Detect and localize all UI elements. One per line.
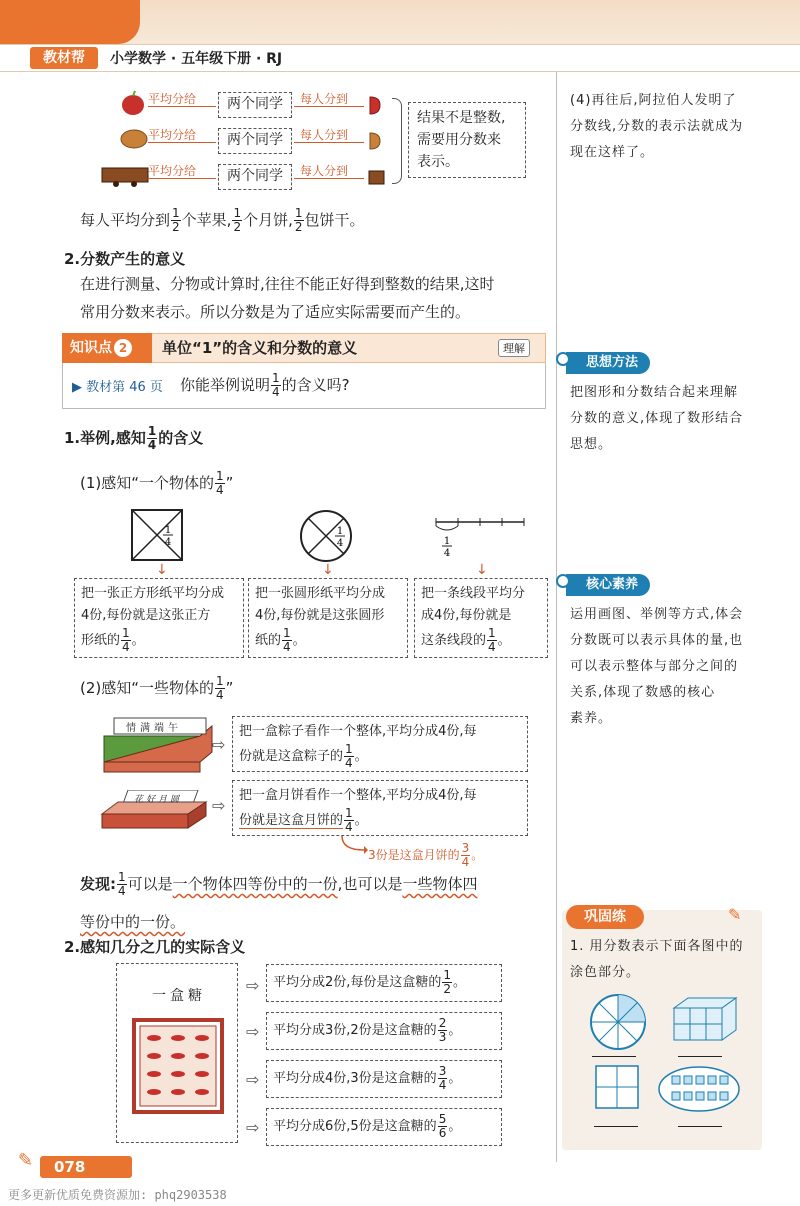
side-line: 运用画图、举例等方式,体会 <box>570 607 744 622</box>
numerator: 1 <box>294 206 303 220</box>
discovery-label: 发现: <box>80 875 116 893</box>
note-line: 形纸的 <box>81 633 121 648</box>
answer-blank[interactable] <box>592 1056 636 1057</box>
numerator: 1 <box>283 626 291 640</box>
denominator: 4 <box>147 438 157 452</box>
svg-text:4: 4 <box>164 537 172 548</box>
textbook-ref: ▶ 教材第 46 页 <box>72 380 163 395</box>
note-line: 份就是这盒粽子的 <box>239 749 344 764</box>
side-line: 涂色部分。 <box>570 965 641 980</box>
mooncake-icon <box>118 126 152 152</box>
denominator: 4 <box>345 820 353 834</box>
result-line: 需要用分数来 <box>417 132 501 148</box>
discovery-line-2 <box>80 908 185 936</box>
arrow-line <box>148 142 216 143</box>
text: 。 <box>354 813 368 828</box>
arrow-line <box>294 106 364 107</box>
text: 个苹果, <box>181 211 232 229</box>
denominator: 4 <box>488 640 496 654</box>
arrow-line <box>294 142 364 143</box>
text: 平均分成4份,3份是这盒糖的 <box>273 1071 437 1086</box>
oval-grouped-figure <box>656 1064 742 1114</box>
circle-quarter-figure <box>298 508 354 564</box>
sub-heading-one <box>80 470 233 497</box>
text: 你能举例说明 <box>180 376 271 394</box>
text: (2)感知“一些物体的 <box>80 679 215 697</box>
side-line: 思想。 <box>570 437 613 452</box>
side-line: 分数既可以表示具体的量,也 <box>570 633 744 648</box>
text: 。 <box>354 749 368 764</box>
side-line: 把图形和分数结合起来理解 <box>570 385 739 400</box>
right-arrow-icon: ⇨ <box>246 1070 260 1089</box>
part2-heading: 2.感知几分之几的实际含义 <box>64 938 246 956</box>
candy-box-label: 一盒糖 <box>152 988 206 1004</box>
segment-quarter-figure <box>432 512 528 558</box>
text: 每人平均分到 <box>80 211 171 229</box>
arrow-line <box>148 106 216 107</box>
right-arrow-icon: ⇨ <box>246 1118 260 1137</box>
text: 的含义 <box>158 429 204 447</box>
text: 个月饼, <box>243 211 293 229</box>
denominator: 4 <box>345 756 353 770</box>
text: 的含义吗? <box>281 376 350 394</box>
denominator: 4 <box>216 483 224 497</box>
svg-text:1: 1 <box>164 525 172 536</box>
arrow-label: 平均分给 <box>148 128 197 142</box>
text: 。 <box>448 1023 462 1038</box>
core-text <box>570 602 743 732</box>
half-mooncake-icon <box>366 130 384 152</box>
method-text <box>570 380 743 458</box>
text: 。 <box>131 633 145 648</box>
discovery-line-1 <box>80 870 477 898</box>
zongzi-note <box>232 716 528 772</box>
text: 。 <box>448 1071 462 1086</box>
side-line: 1. 用分数表示下面各图中的 <box>570 939 744 954</box>
sub-heading-some <box>80 675 233 702</box>
denominator: 4 <box>438 1078 447 1092</box>
note-line: 把一张圆形纸平均分成 <box>255 586 386 601</box>
mooncake-box-label: 花好月圆 <box>134 795 183 805</box>
wavy-text: 一些物体四 <box>402 875 478 893</box>
tag-dot-icon <box>556 352 570 366</box>
side-line: 可以表示整体与部分之间的 <box>570 659 739 674</box>
callout-note <box>368 842 483 869</box>
result-line: 表示。 <box>417 154 459 170</box>
note-line: 纸的 <box>255 633 282 648</box>
note-line: 这条线段的 <box>421 633 487 648</box>
numerator: 1 <box>443 968 452 982</box>
core-tag: 核心素养 <box>566 574 650 596</box>
meaning-para-line: 在进行测量、分物或计算时,往往不能正好得到整数的结果,这时 <box>80 275 495 293</box>
division-flow <box>118 90 558 200</box>
note-line: 份就是这盒月饼的 <box>239 813 344 828</box>
numerator: 1 <box>172 206 180 220</box>
arrow-label: 平均分给 <box>148 92 197 106</box>
answer-blank[interactable] <box>678 1056 722 1057</box>
footer-note: 更多更新优质免费资源加: phq2903538 <box>8 1188 227 1202</box>
kp-tag-text: 知识点 <box>70 340 112 356</box>
two-students-box: 两个同学 <box>218 128 292 154</box>
bracket <box>392 98 402 184</box>
share-sentence <box>80 206 365 234</box>
apple-icon <box>118 90 152 116</box>
kp-question <box>180 372 350 399</box>
practice-text <box>570 934 744 986</box>
circle-sectors-figure <box>588 992 648 1052</box>
meaning-para-line: 常用分数来表示。所以分数是为了适应实际需要而产生的。 <box>80 303 471 321</box>
arrow-line <box>294 178 364 179</box>
note-line: 把一盒粽子看作一个整体,平均分成4份,每 <box>239 724 477 739</box>
part1-heading <box>64 425 203 452</box>
denominator: 2 <box>294 220 303 234</box>
mooncake-note <box>232 780 528 836</box>
zongzi-box-label: 情满端午 <box>126 723 182 734</box>
note-line: 成4份,每份就是 <box>421 608 512 623</box>
numerator: 1 <box>118 870 126 884</box>
level-badge: 理解 <box>498 339 530 357</box>
numerator: 1 <box>216 674 224 688</box>
down-arrow-icon: ↓ <box>322 562 334 578</box>
answer-blank[interactable] <box>594 1126 638 1127</box>
half-apple-icon <box>366 94 384 116</box>
numerator: 1 <box>216 469 224 483</box>
header-tab <box>0 0 140 44</box>
denominator: 3 <box>438 1030 447 1044</box>
denominator: 6 <box>438 1126 447 1140</box>
numerator: 2 <box>438 1016 447 1030</box>
candy-row-note <box>266 1060 502 1098</box>
down-arrow-icon: ↓ <box>156 562 168 578</box>
side-line: 分数线,分数的表示法就成为 <box>570 119 744 134</box>
denominator: 2 <box>233 220 242 234</box>
text: ,也可以是 <box>337 875 403 893</box>
callout-arrow <box>338 834 368 856</box>
practice-tag: 巩固练 <box>566 905 644 929</box>
wavy-text: 一个物体四等份中的一份 <box>172 875 338 893</box>
text: 。 <box>471 848 484 862</box>
section-heading: 2.分数产生的意义 <box>64 250 186 268</box>
knowledge-point-title: 单位“1”的含义和分数的意义 <box>162 339 358 357</box>
knowledge-point-tag <box>62 333 152 363</box>
numerator: 1 <box>345 742 353 756</box>
cube-blocks-figure <box>670 994 740 1044</box>
arrow-label: 每人分到 <box>300 164 349 178</box>
numerator: 1 <box>488 626 496 640</box>
side-line: (4)再往后,阿拉伯人发明了 <box>570 93 737 108</box>
numerator: 1 <box>345 806 353 820</box>
column-divider <box>556 72 557 1162</box>
square-quarters-figure <box>594 1064 640 1110</box>
down-arrow-icon: ↓ <box>476 562 488 578</box>
candy-box-illustration <box>132 1018 224 1114</box>
two-students-box: 两个同学 <box>218 92 292 118</box>
wavy-text: 等份中的一份。 <box>80 913 186 931</box>
result-line: 结果不是整数, <box>417 110 506 126</box>
numerator: 1 <box>122 626 130 640</box>
text: 。 <box>497 633 511 648</box>
text: 包饼干。 <box>304 211 365 229</box>
segment-note <box>414 578 548 658</box>
note-line: 4份,每份就是这张圆形 <box>255 608 385 623</box>
tag-dot-icon <box>556 574 570 588</box>
note-line: 把一盒月饼看作一个整体,平均分成4份,每 <box>239 788 477 803</box>
svg-text:1: 1 <box>443 536 451 547</box>
square-note <box>74 578 244 658</box>
side-line: 现在这样了。 <box>570 145 655 160</box>
svg-text:1: 1 <box>336 526 344 537</box>
numerator: 1 <box>272 371 280 385</box>
numerator: 3 <box>438 1064 447 1078</box>
arrow-label: 平均分给 <box>148 164 197 178</box>
side-line: 关系,体现了数感的核心 <box>570 685 716 700</box>
candy-row-note <box>266 964 502 1002</box>
arrow-label: 每人分到 <box>300 92 349 106</box>
pencil-icon: ✎ <box>18 1150 34 1171</box>
denominator: 4 <box>461 855 470 869</box>
biscuit-box-icon <box>98 162 154 188</box>
text: 平均分成3份,2份是这盒糖的 <box>273 1023 437 1038</box>
numerator: 5 <box>438 1112 447 1126</box>
side-line: 素养。 <box>570 711 613 726</box>
denominator: 4 <box>272 385 280 399</box>
right-arrow-icon: ⇨ <box>212 735 226 754</box>
candy-row-note <box>266 1108 502 1146</box>
text: 。 <box>453 975 467 990</box>
text: ” <box>225 679 234 697</box>
svg-text:4: 4 <box>336 538 344 549</box>
text: 。 <box>448 1119 462 1134</box>
pencil-icon: ✎ <box>728 905 742 924</box>
result-note <box>408 102 526 178</box>
text: 可以是 <box>127 875 173 893</box>
arrow-label: 每人分到 <box>300 128 349 142</box>
text: ” <box>225 474 234 492</box>
kp-number: 2 <box>114 339 132 357</box>
right-arrow-icon: ⇨ <box>246 1022 260 1041</box>
denominator: 2 <box>443 982 452 996</box>
right-arrow-icon: ⇨ <box>212 796 226 815</box>
numerator: 1 <box>233 206 242 220</box>
note-line: 把一条线段平均分 <box>421 586 526 601</box>
denominator: 4 <box>216 688 224 702</box>
numerator: 3 <box>461 841 470 855</box>
text: (1)感知“一个物体的 <box>80 474 215 492</box>
right-arrow-icon: ⇨ <box>246 976 260 995</box>
note-line: 把一张正方形纸平均分成 <box>81 586 225 601</box>
svg-text:4: 4 <box>443 548 451 558</box>
candy-row-note <box>266 1012 502 1050</box>
text: 。 <box>292 633 306 648</box>
text: 平均分成6份,5份是这盒糖的 <box>273 1119 437 1134</box>
brand-badge: 教材帮 <box>30 47 98 69</box>
note-line: 4份,每份就是这张正方 <box>81 608 211 623</box>
answer-blank[interactable] <box>678 1126 722 1127</box>
method-tag: 思想方法 <box>566 352 650 374</box>
text: 1.举例,感知 <box>64 429 146 447</box>
denominator: 2 <box>172 220 180 234</box>
numerator: 1 <box>147 424 157 438</box>
denominator: 4 <box>122 640 130 654</box>
history-note <box>570 88 743 166</box>
circle-note <box>248 578 408 658</box>
half-biscuit-icon <box>366 166 388 188</box>
two-students-box: 两个同学 <box>218 164 292 190</box>
denominator: 4 <box>283 640 291 654</box>
denominator: 4 <box>118 884 126 898</box>
text: 3份是这盒月饼的 <box>368 848 460 862</box>
text: 平均分成2份,每份是这盒糖的 <box>273 975 442 990</box>
book-title: 小学数学 · 五年级下册 · RJ <box>110 51 283 67</box>
arrow-line <box>148 178 216 179</box>
page-number: 078 <box>40 1156 132 1178</box>
square-quarter-figure <box>130 508 184 562</box>
side-line: 分数的意义,体现了数形结合 <box>570 411 744 426</box>
